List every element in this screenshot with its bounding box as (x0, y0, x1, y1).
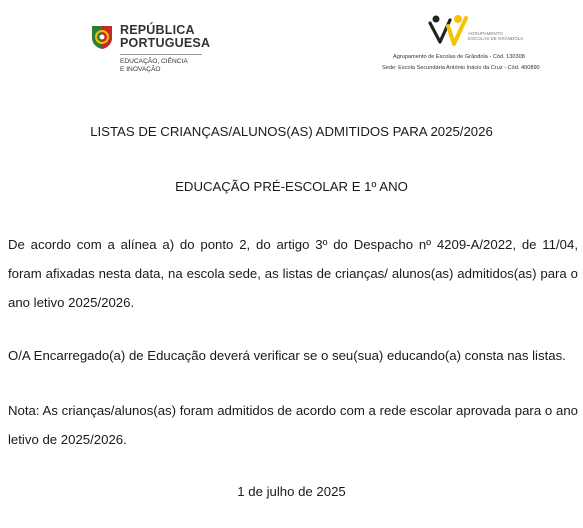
government-logo (90, 22, 220, 84)
document-date: 1 de julho de 2025 (237, 484, 346, 499)
school-name: Agrupamento de Escolas de Grândola - Cód. 130308 (393, 54, 525, 60)
paragraph-note: Nota: As crianças/alunos(as) foram admitidos de acordo com a rede escolar aprovada para o ano letivo de 2025/2026. (8, 403, 578, 447)
ministry-line1: EDUCAÇÃO, CIÊNCIA (120, 58, 188, 65)
school-mark-icon (428, 14, 472, 48)
paragraph-guardian-instruction: O/A Encarregado(a) de Educação deverá verificar se o seu(sua) educando(a) consta nas listas. (8, 348, 566, 363)
school-logo (378, 14, 578, 76)
gov-name-line1: REPÚBLICA (120, 23, 195, 37)
document-title: LISTAS DE CRIANÇAS/ALUNOS(AS) ADMITIDOS PARA 2025/2026 (90, 124, 493, 139)
school-seat: Sede: Escola Secundária António Inácio da Cruz - Cód. 400890 (382, 65, 540, 71)
government-name (120, 24, 210, 50)
portuguese-emblem-icon (90, 24, 114, 50)
school-brand-text (468, 31, 523, 41)
document-subtitle: EDUCAÇÃO PRÉ-ESCOLAR E 1º ANO (175, 179, 408, 194)
ministry-line2: E INOVAÇÃO (120, 65, 161, 73)
paragraph-legal-basis: De acordo com a alínea a) do ponto 2, do artigo 3º do Despacho nº 4209-A/2022, de 11/04, foram afixadas nesta data, na escola sede, as listas de crianças/ alunos(as) admitidos(as) para o ano letivo 2025/2026. (8, 237, 578, 310)
gov-divider (120, 54, 202, 55)
school-brand-line2: ESCOLAS DE GRÂNDOLA (468, 36, 524, 41)
ministry-name (120, 58, 188, 73)
school-brand-line1: AGRUPAMENTO (468, 31, 503, 36)
gov-name-line2: PORTUGUESA (120, 36, 211, 50)
